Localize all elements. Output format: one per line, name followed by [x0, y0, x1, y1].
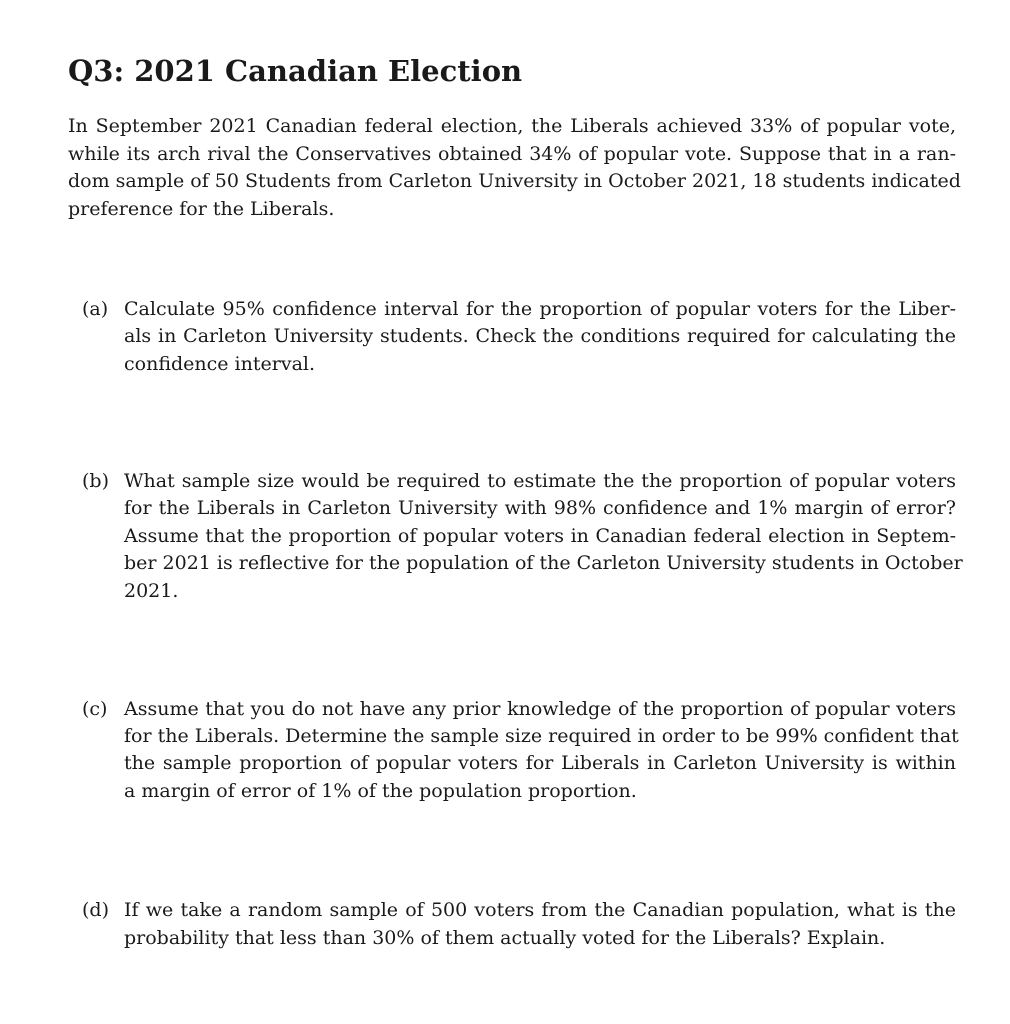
question-line: the sample proportion of popular voters for Liberals in Carleton University is within	[124, 752, 956, 774]
question-label: (b)	[82, 470, 109, 492]
question-line: for the Liberals in Carleton University with 98% confidence and 1% margin of error?	[124, 497, 956, 519]
intro-line: while its arch rival the Conservatives obtained 34% of popular vote. Suppose that in a ran-	[68, 143, 956, 165]
question-line: probability that less than 30% of them actually voted for the Liberals? Explain.	[124, 927, 886, 949]
question-line: confidence interval.	[124, 353, 316, 375]
intro-line: In September 2021 Canadian federal election, the Liberals achieved 33% of popular vote,	[68, 115, 956, 137]
question-line: What sample size would be required to estimate the the proportion of popular voters	[124, 470, 956, 492]
question-line: Calculate 95% confidence interval for the proportion of popular voters for the Liber-	[124, 298, 956, 320]
question-line: for the Liberals. Determine the sample size required in order to be 99% confident that	[124, 725, 959, 747]
question-label: (d)	[82, 899, 109, 921]
question-line: Assume that the proportion of popular voters in Canadian federal election in Septem-	[124, 525, 956, 547]
question-line: 2021.	[124, 580, 179, 602]
question-line: a margin of error of 1% of the population proportion.	[124, 780, 637, 802]
question-line: Assume that you do not have any prior knowledge of the proportion of popular voters	[124, 698, 956, 720]
question-line: If we take a random sample of 500 voters from the Canadian population, what is the	[124, 899, 956, 921]
question-line: ber 2021 is reflective for the population of the Carleton University students in October	[124, 552, 963, 574]
intro-line: dom sample of 50 Students from Carleton University in October 2021, 18 students indicated	[68, 170, 961, 192]
intro-line: preference for the Liberals.	[68, 198, 335, 220]
question-label: (a)	[82, 298, 109, 320]
question-label: (c)	[82, 698, 108, 720]
question-line: als in Carleton University students. Check the conditions required for calculating the	[124, 325, 956, 347]
page-title: Q3: 2021 Canadian Election	[68, 54, 523, 88]
